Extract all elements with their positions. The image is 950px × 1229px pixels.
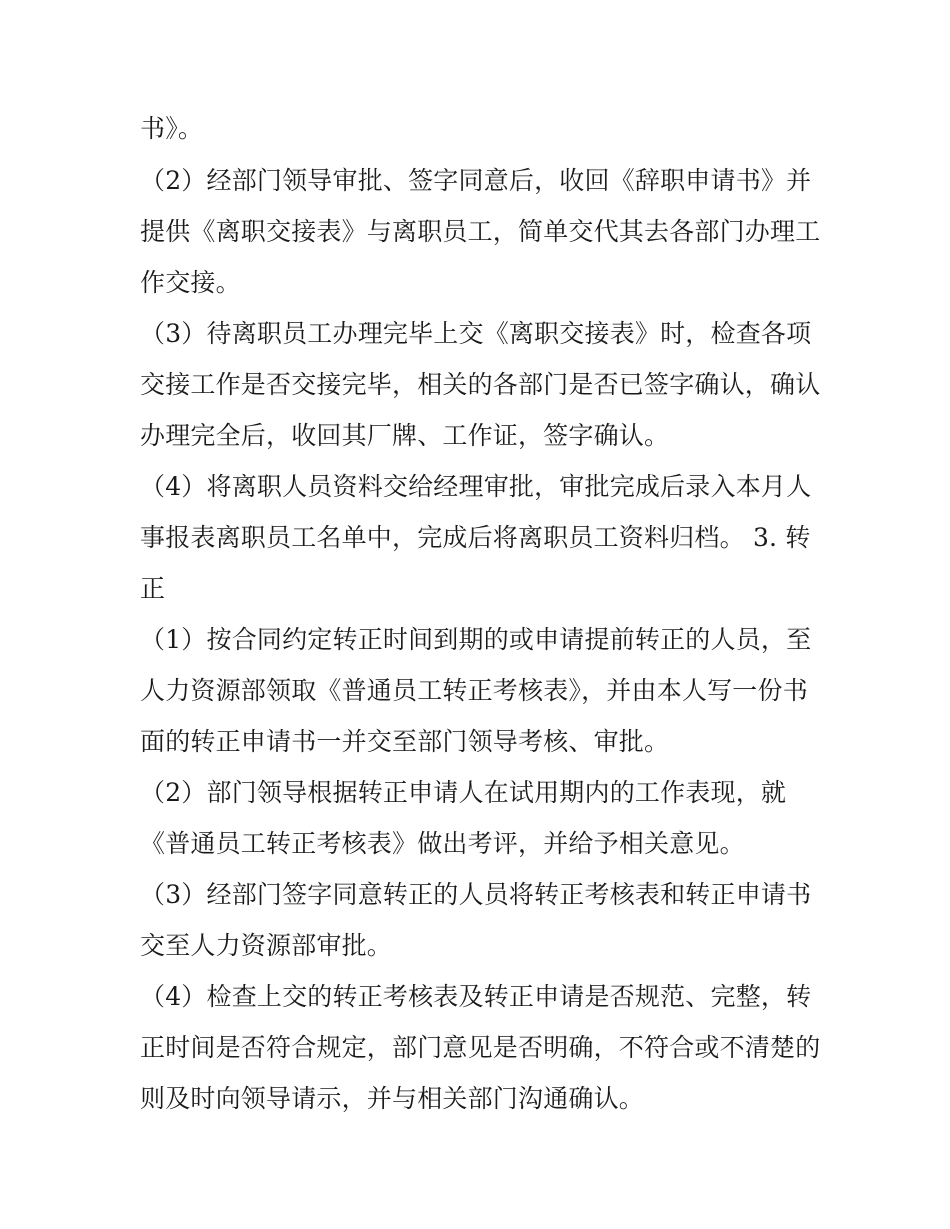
text-line: 《普通员工转正考核表》做出考评，并给予相关意见。 (140, 829, 745, 858)
text-line: （3）待离职员工办理完毕上交《离职交接表》时，检查各项 (140, 319, 812, 348)
text-line: 交接工作是否交接完毕，相关的各部门是否已签字确认，确认 (140, 370, 821, 399)
text-line: 交至人力资源部审批。 (140, 931, 393, 960)
text-line: 人力资源部领取《普通员工转正考核表》，并由本人写一份书 (140, 676, 808, 705)
text-line: 面的转正申请书一并交至部门领导考核、审批。 (140, 727, 670, 756)
text-line: 提供《离职交接表》与离职员工，简单交代其去各部门办理工 (140, 217, 821, 246)
text-line: 作交接。 (140, 268, 241, 297)
text-line: （2）部门领导根据转正申请人在试用期内的工作表现，就 (140, 778, 787, 807)
text-line: 正 (140, 574, 166, 603)
text-line: 办理完全后，收回其厂牌、工作证，签字确认。 (140, 421, 670, 450)
text-line: 正时间是否符合规定，部门意见是否明确，不符合或不清楚的 (140, 1033, 821, 1062)
text-line: 书》。 (140, 114, 204, 143)
text-line: （4）检查上交的转正考核表及转正申请是否规范、完整，转 (140, 982, 812, 1011)
text-line: 事报表离职员工名单中，完成后将离职员工资料归档。 3. 转 (140, 523, 811, 552)
text-line: 则及时向领导请示，并与相关部门沟通确认。 (140, 1084, 645, 1113)
text-line: （1）按合同约定转正时间到期的或申请提前转正的人员，至 (140, 625, 812, 654)
text-line: （3）经部门签字同意转正的人员将转正考核表和转正申请书 (140, 880, 812, 909)
text-line: （2）经部门领导审批、签字同意后，收回《辞职申请书》并 (140, 166, 812, 195)
text-line: （4）将离职人员资料交给经理审批，审批完成后录入本月人 (140, 472, 812, 501)
